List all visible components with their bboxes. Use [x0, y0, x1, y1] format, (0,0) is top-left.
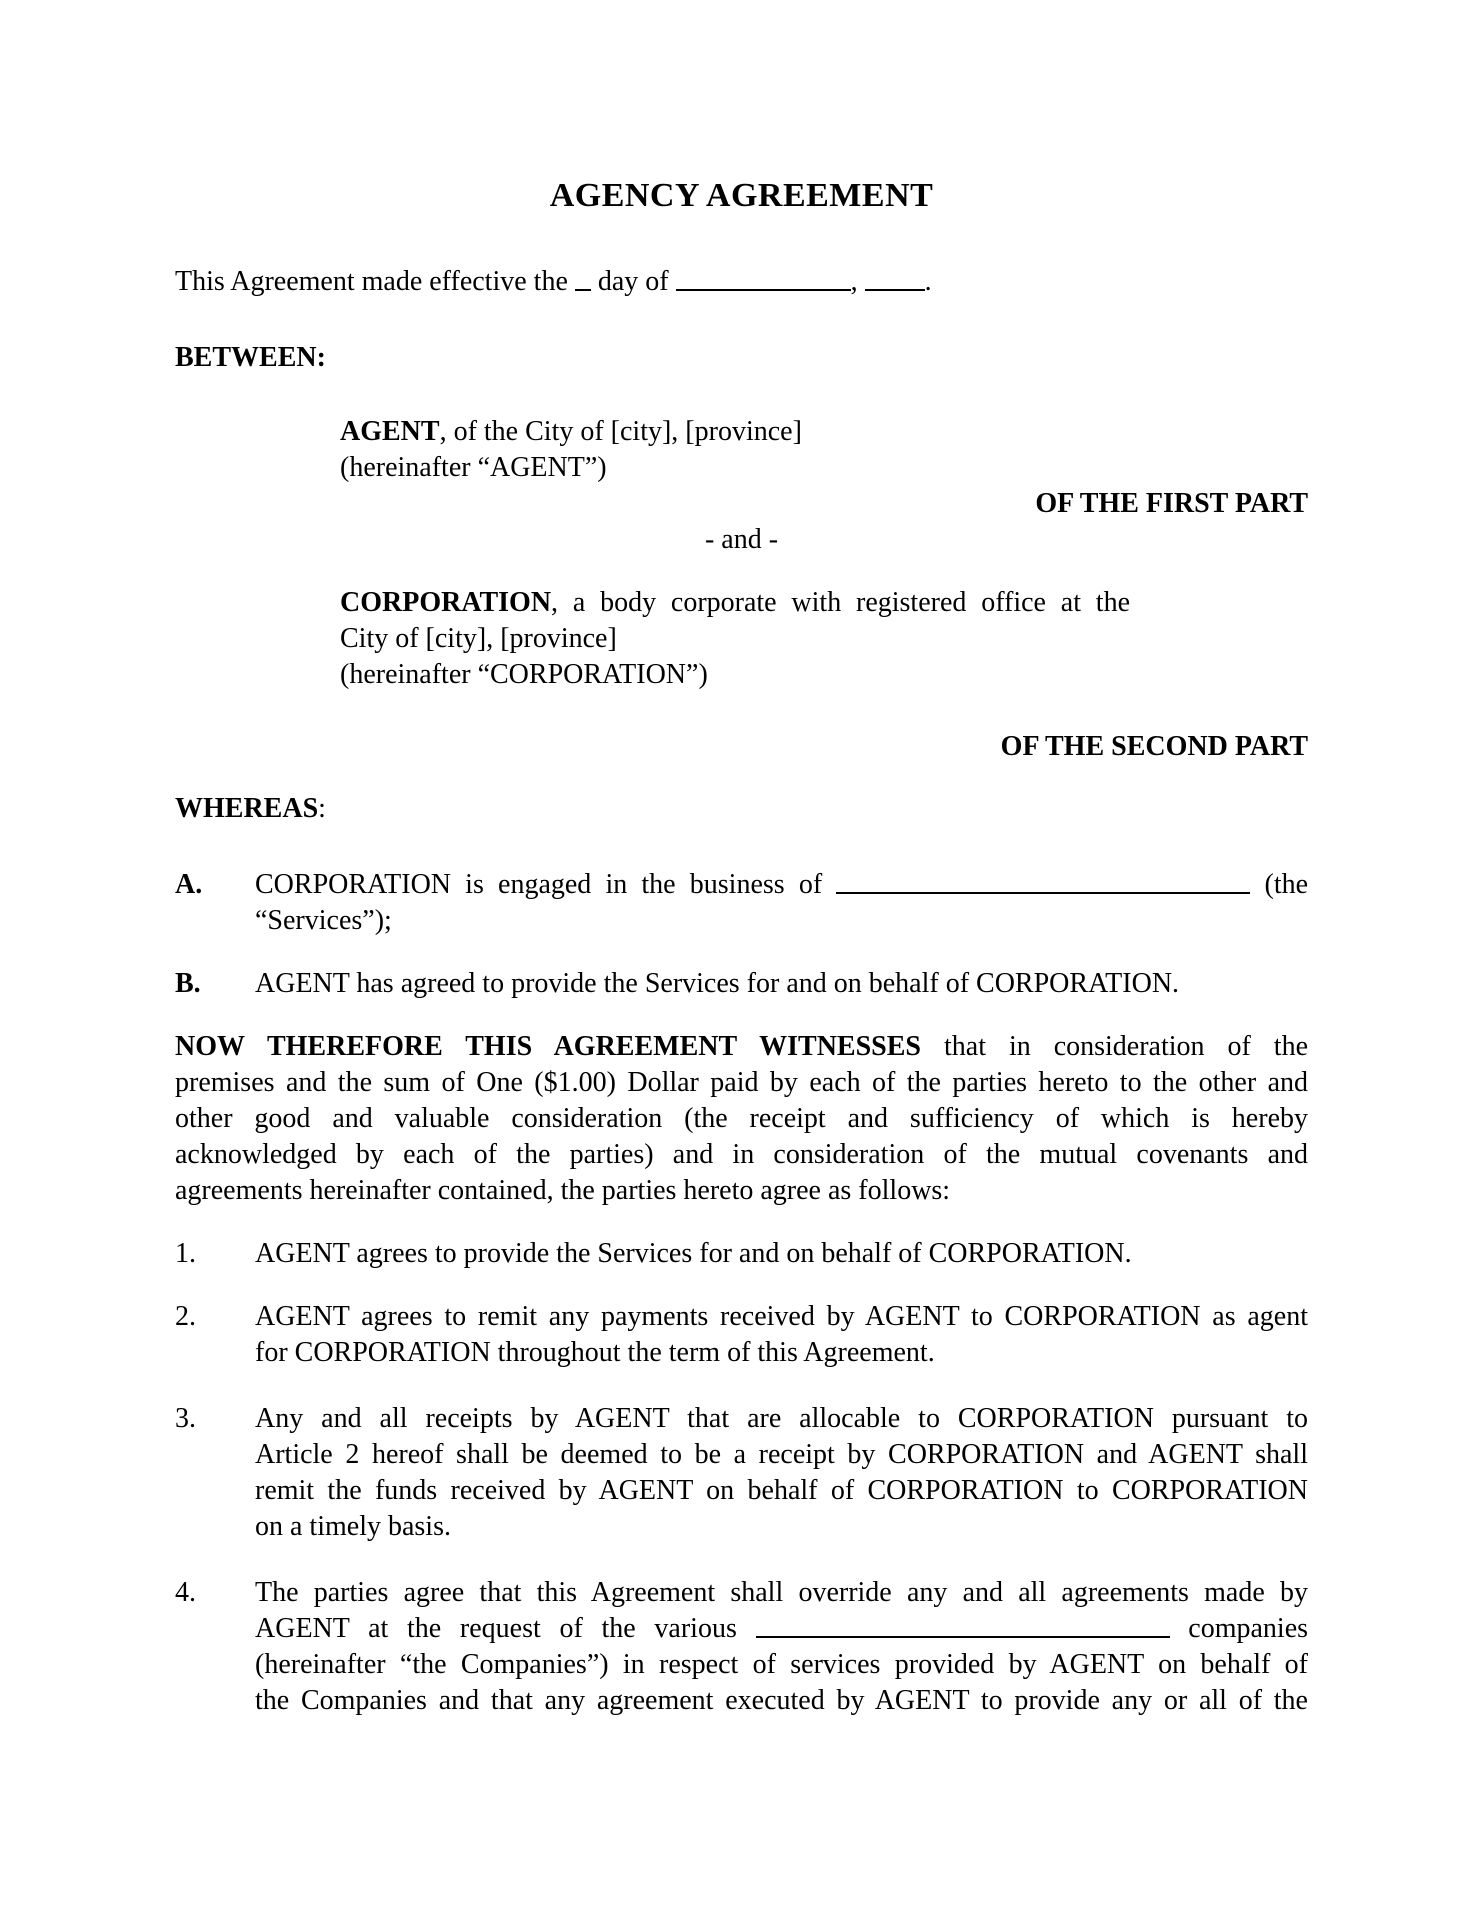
clause-2	[175, 1299, 1308, 1371]
fill-in-blank-year	[865, 289, 925, 291]
now-therefore-line-5: agreements hereinafter contained, the parties hereto agree as follows:	[175, 1175, 951, 1206]
party-second-hereinafter: (hereinafter “CORPORATION”)	[340, 659, 708, 690]
intro-text-1: This Agreement made effective the	[175, 266, 568, 297]
clause-1-text	[255, 1236, 1308, 1272]
clause-1	[175, 1236, 1308, 1272]
now-therefore-line-1	[175, 1029, 1308, 1065]
clause-3-line-2: Article 2 hereof shall be deemed to be a receipt by CORPORATION and AGENT shall	[255, 1439, 1308, 1470]
party-first-hereinafter: (hereinafter “AGENT”)	[340, 452, 607, 483]
clause-4	[175, 1575, 1308, 1719]
whereas-word: WHEREAS	[175, 793, 319, 824]
between-label: BETWEEN:	[175, 342, 326, 373]
clause-1-line-1: AGENT agrees to provide the Services for and on behalf of CORPORATION.	[255, 1238, 1132, 1269]
clause-4-line-3: (hereinafter “the Companies”) in respect of services provided by AGENT on behalf of	[255, 1649, 1308, 1680]
first-part-label: OF THE FIRST PART	[1035, 488, 1308, 519]
clause-4-line-4: the Companies and that any agreement executed by AGENT to provide any or all of the	[255, 1685, 1308, 1716]
clause-2-line-2: for CORPORATION throughout the term of this Agreement.	[255, 1337, 935, 1368]
now-therefore-paragraph	[175, 1029, 1308, 1209]
second-part-label: OF THE SECOND PART	[1000, 731, 1308, 762]
now-therefore-line-3: other good and valuable consideration (the receipt and sufficiency of which is hereby	[175, 1103, 1308, 1134]
now-therefore-line-2: premises and the sum of One ($1.00) Dollar paid by each of the parties hereto to the other and	[175, 1067, 1308, 1098]
intro-period: .	[924, 266, 932, 297]
clause-2-line-1: AGENT agrees to remit any payments received by AGENT to CORPORATION as agent	[255, 1301, 1308, 1332]
party-first-desc: , of the City of [city], [province]	[439, 416, 802, 447]
intro-text-2: day of	[597, 266, 669, 297]
fill-in-blank-month	[676, 289, 851, 291]
clause-4-before-blank: AGENT at the request of the various	[255, 1613, 737, 1644]
clause-4-number: 4.	[175, 1577, 196, 1608]
clause-4-after-blank: companies	[1188, 1613, 1309, 1644]
party-first-line	[340, 414, 1130, 450]
intro-comma: ,	[850, 266, 858, 297]
fill-in-blank-companies	[756, 1636, 1170, 1638]
document-title: AGENCY AGREEMENT	[549, 177, 934, 214]
fill-in-blank-business	[836, 892, 1250, 894]
recital-a-after-blank: (the	[1264, 869, 1309, 900]
clause-3	[175, 1401, 1308, 1545]
intro-line	[175, 264, 1308, 300]
party-first-block	[340, 414, 1130, 486]
recital-a-line-2: “Services”);	[255, 905, 392, 936]
clause-3-text	[255, 1401, 1308, 1545]
recital-b-line-1: AGENT has agreed to provide the Services for and on behalf of CORPORATION.	[255, 968, 1180, 999]
and-separator: - and -	[704, 524, 779, 555]
recital-a-text	[255, 867, 1308, 939]
party-second-block	[340, 585, 1130, 693]
clause-2-number: 2.	[175, 1301, 196, 1332]
fill-in-blank-day	[575, 289, 591, 291]
recital-a-before-blank: CORPORATION is engaged in the business of	[255, 869, 823, 900]
whereas-label	[175, 791, 1308, 827]
clause-4-line-1: The parties agree that this Agreement shall override any and all agreements made by	[255, 1577, 1308, 1608]
clause-1-number: 1.	[175, 1238, 196, 1269]
party-second-name: CORPORATION	[340, 587, 552, 618]
clause-3-line-1: Any and all receipts by AGENT that are allocable to CORPORATION pursuant to	[255, 1403, 1308, 1434]
clause-4-text	[255, 1575, 1308, 1719]
clause-4-line-2	[255, 1611, 1308, 1647]
clause-3-number: 3.	[175, 1403, 196, 1434]
clause-2-text	[255, 1299, 1308, 1371]
party-second-address: City of [city], [province]	[340, 623, 617, 654]
party-first-name: AGENT	[340, 416, 440, 447]
recital-a-line-1	[255, 867, 1308, 903]
recital-a	[175, 867, 1308, 939]
recital-b-label: B.	[175, 968, 201, 999]
party-second-line	[340, 585, 1130, 621]
party-second-desc: , a body corporate with registered office at the	[551, 587, 1130, 618]
recital-b-text	[255, 966, 1308, 1002]
now-therefore-bold: NOW THEREFORE THIS AGREEMENT WITNESSES	[175, 1031, 921, 1062]
recital-a-label: A.	[175, 869, 203, 900]
now-therefore-rest: that in consideration of the	[943, 1031, 1309, 1062]
clause-3-line-4: on a timely basis.	[255, 1511, 451, 1542]
now-therefore-line-4: acknowledged by each of the parties) and in consideration of the mutual covenants and	[175, 1139, 1308, 1170]
clause-3-line-3: remit the funds received by AGENT on behalf of CORPORATION to CORPORATION	[255, 1475, 1308, 1506]
whereas-colon: :	[318, 793, 326, 824]
recital-b	[175, 966, 1308, 1002]
